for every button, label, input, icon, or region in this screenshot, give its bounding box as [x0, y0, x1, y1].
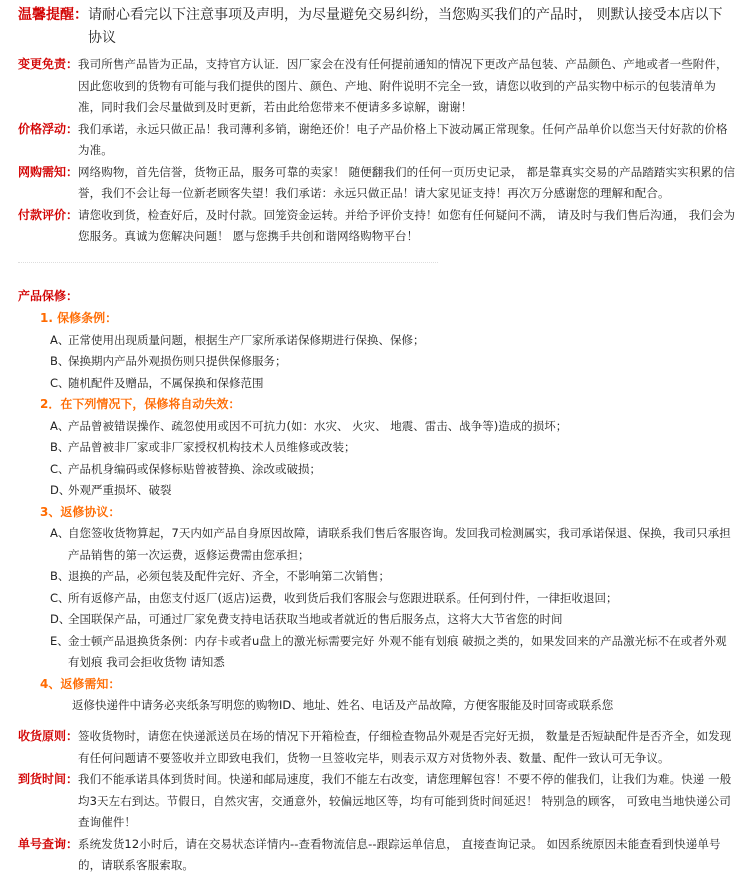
policy-text: 请您收到货，检查好后，及时付款。回笼资金运转。并给予评价支持！如您有任何疑问不满， 请及时与我们售后沟通， 我们会为您服务。真诚为您解决问题！ 愿与您携手共创和谐网络购物平台！ [78, 207, 736, 243]
policy-label: 变更免责： [18, 57, 79, 71]
warranty-item [18, 373, 736, 395]
policy-receiving [18, 726, 736, 769]
warranty-subsection-title: 1. 保修条例： [40, 311, 118, 325]
item-text: 正常使用出现质量问题，根据生产厂家所承诺保修期进行保换、保修； [68, 332, 425, 347]
item-text: 保换期内产品外观损伤则只提供保修服务； [68, 354, 287, 368]
notice-row [18, 4, 736, 50]
warranty-item [18, 437, 736, 459]
policy-text: 网络购物，首先信誉，货物正品，服务可靠的卖家！ 随便翻我们的任何一页历史记录， 都是靠真实交易的产品踏踏实实积累的信誉，我们不会让每一位新老顾客失望！我们承诺：永远只做正品！请大家见证支持！再次万分感谢您的理解和配合。 [78, 164, 736, 200]
policy-arrival-time [18, 769, 736, 834]
item-text: 退换的产品，必须包装及配件完好、齐全，不影响第二次销售； [68, 569, 390, 583]
policy-label: 网购需知： [18, 164, 79, 179]
policy-tracking-number [18, 834, 736, 877]
item-text: 外观严重损坏、破裂 [68, 483, 172, 497]
item-marker: D、 [50, 612, 71, 626]
policy-label: 收货原则： [18, 729, 79, 743]
policy-price-fluctuation [18, 119, 736, 162]
item-marker: A、 [50, 332, 70, 347]
policy-label: 到货时间： [18, 772, 79, 786]
item-text: 全国联保产品，可通过厂家免费支持电话获取当地或者就近的售后服务点，这将大大节省您的时间 [68, 612, 563, 626]
warranty-item [18, 566, 736, 588]
item-marker: B、 [50, 354, 70, 368]
policy-change-disclaimer [18, 54, 736, 119]
warranty-title: 产品保修： [18, 289, 79, 303]
item-text: 产品曾被错误操作、疏忽使用或因不可抗力(如：水灾、 火灾、 地震、雷击、战争等)造成的损坏； [68, 418, 568, 433]
policy-label: 价格浮动： [18, 121, 79, 136]
item-marker: C、 [50, 461, 70, 476]
policy-list-bottom [18, 726, 736, 877]
warranty-section [18, 286, 736, 717]
warranty-item [18, 480, 736, 502]
policy-label: 付款评价： [18, 207, 79, 222]
notice-text: 请耐心看完以下注意事项及声明，为尽量避免交易纠纷，当您购买我们的产品时， 则默认接受本店以下协议 [88, 7, 723, 46]
policy-payment-review [18, 205, 736, 248]
notice-label: 温馨提醒： [18, 7, 88, 23]
warranty-item [18, 416, 736, 438]
item-marker: A、 [50, 526, 70, 540]
warranty-item [18, 351, 736, 373]
item-text: 所有返修产品，由您支付返厂(返店)运费，收到货后我们客服会与您跟进联系。任何到付件，一律拒收退回； [68, 590, 618, 605]
item-text: 产品曾被非厂家或非厂家授权机构技术人员维修或改装； [68, 440, 356, 454]
warranty-subsection-title: 2．在下列情况下，保修将自动失效： [40, 397, 241, 411]
return-notice-text: 返修快递件中请务必夹纸条写明您的购物ID、地址、姓名、电话及产品故障，方便客服能及时回寄或联系您 [72, 698, 614, 712]
policy-text: 我们承诺，永远只做正品！我司薄利多销，谢绝还价！电子产品价格上下波动属正常现象。任何产品单价以您当天付好款的价格为准。 [78, 121, 728, 157]
item-marker: C、 [50, 590, 70, 605]
warranty-item [18, 609, 736, 631]
warranty-subsection-title: 3、返修协议： [40, 504, 121, 519]
item-marker: E、 [50, 633, 69, 648]
item-marker: C、 [50, 375, 70, 390]
warranty-subsection-title: 4、返修需知： [40, 676, 121, 691]
warranty-item [18, 523, 736, 566]
item-text: 随机配件及赠品，不属保换和保修范围 [68, 375, 264, 390]
item-marker: B、 [50, 440, 70, 454]
policy-text: 签收货物时，请您在快递派送员在场的情况下开箱检查，仔细检查物品外观是否完好无损， 数量是否短缺配件是否齐全，如发现有任何问题请不要签收并立即致电我们，货物一旦签收完毕，则表示双方对货物外表、数量、配件一致认可无争议。 [78, 729, 732, 765]
warranty-item [18, 459, 736, 481]
item-text: 产品机身编码或保修标贴曾被替换、涂改或破损； [68, 461, 321, 476]
warranty-item [18, 330, 736, 352]
policy-shopping-notice [18, 162, 736, 205]
section-divider [18, 262, 438, 263]
item-marker: A、 [50, 418, 70, 433]
item-marker: B、 [50, 569, 70, 583]
warranty-item [18, 631, 736, 674]
warranty-item [18, 588, 736, 610]
item-text: 金士顿产品退换货条例：内存卡或者u盘上的激光标需要完好 外观不能有划痕 破损之类的，如果发回来的产品激光标不在或者外观有划痕 我司会拒收货物 请知悉 [68, 633, 727, 669]
policy-text: 系统发货12小时后，请在交易状态详情内--查看物流信息--跟踪运单信息， 直接查询记录。 如因系统原因未能查看到快递单号的，请联系客服索取。 [78, 836, 721, 872]
policy-list-top [18, 54, 736, 248]
policy-label: 单号查询： [18, 836, 79, 851]
policy-text: 我们不能承诺具体到货时间。快递和邮局速度，我们不能左右改变，请您理解包容！不要不停的催我们，让我们为难。快递 一般均3天左右到达。节假日，自然灾害，交通意外，较偏远地区等，均有可能到货时间延迟！ 特别急的顾客， 可致电当地快递公司查询催件！ [78, 772, 732, 829]
policy-text: 我司所售产品皆为正品，支持官方认证．因厂家会在没有任何提前通知的情况下更改产品包装、产品颜色、产地或者一些附件，因此您收到的货物有可能与我们提供的图片、颜色、产地、附件说明不完全一致，请您以收到的产品实物中标示的包装清单为准，同时我们会尽量做到及时更新，若由此给您带来不便请多多谅解，谢谢！ [78, 57, 728, 114]
item-marker: D、 [50, 483, 71, 497]
item-text: 自您签收货物算起，7天内如产品自身原因故障，请联系我们售后客服咨询。发回我司检测属实，我司承诺保退、保换，我司只承担产品销售的第一次运费，返修运费需由您承担； [68, 526, 731, 562]
